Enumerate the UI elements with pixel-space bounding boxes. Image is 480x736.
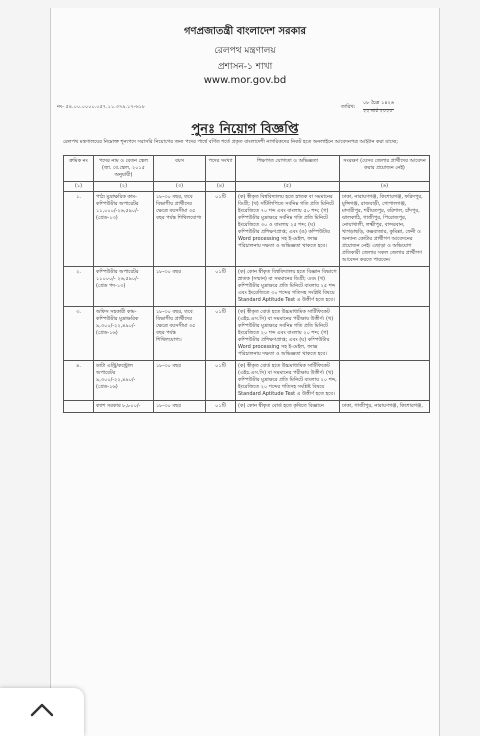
table-row (64, 267, 430, 307)
header-age: বয়স (154, 156, 206, 182)
row-post: পাঠ্য মুদ্রাক্ষরিক কাম-কম্পিউটার অপারেটর ১১,০০০/-২৬,৫৯০/- (গ্রেড-১৩) (94, 192, 154, 267)
row-quota (340, 267, 430, 307)
vacancy-table (63, 155, 430, 413)
row-post: ডাটা এন্ট্রি/কন্ট্রোল অপারেটর ৯,৩০০/-২২,৪৯০/- (গ্রেড-১৬) (94, 361, 154, 401)
row-count: ০১টি (206, 361, 236, 401)
row-quota (340, 307, 430, 361)
column-number: (২) (94, 182, 154, 192)
row-count: ০১টি (206, 307, 236, 361)
row-age: ১৮-৩০ বছর, তবে বিভাগীয় প্রার্থীদের ক্ষেত্রে বয়সসীমা ৩৫ বছর পর্যন্ত শিথিলযোগ্য। (154, 307, 206, 361)
header-post: পদের নাম ও বেতন স্কেল (জা. বে.স্কেল, ২০১৫ অনুযায়ী) (94, 156, 154, 182)
memo-number: নং- ৫৪.০০.০০০০.০৫৭.১১.৩৭৯.১৭-৬১৮ (57, 104, 146, 110)
scroll-up-button[interactable] (0, 688, 84, 736)
header-serial: ক্রমিক নং (64, 156, 94, 182)
column-number: (৬) (340, 182, 430, 192)
row-serial: ১. (64, 192, 94, 267)
date-label: তারিখ: (341, 104, 356, 110)
date-bangla: ০৮ চৈত্র ১৪২৬ (363, 100, 394, 110)
column-number: (৩) (154, 182, 206, 192)
row-quota: ঢাকা, নারায়ণগঞ্জ, কিশোরগঞ্জ, ফরিদপুর, মুন্সিগঞ্জ, রাজবাড়ী, গোপালগঞ্জ, মাদারীপুর, শরীয়তপুর, বরিশাল, চাঁদপুর, ঝালকাঠি, গাজীপুর, পিরোজপুর, নোয়াখালী, লক্ষ্মীপুর, বান্দরবান, খাগড়াছড়ি, কক্সবাজার, কুমিল্লা, ফেনী ও অন্যান্য কোটার প্রার্থীগণ আবেদনের প্রয়োজন নেই। এছাড়া ও অভিযোগ প্রতিকারী জেলার সকল জেলার প্রার্থীগণ আবেদন করতে পারবেন। (340, 192, 430, 267)
table-header-row (64, 156, 430, 182)
ministry-name: রেলপথ মন্ত্রণালয় (214, 46, 276, 56)
row-quota (340, 361, 430, 401)
column-number: (৪) (206, 182, 236, 192)
header-qualification: শিক্ষাগত যোগ্যতা ও অভিজ্ঞতা (236, 156, 340, 182)
row-count: ০১টি (206, 267, 236, 307)
column-number-row (64, 182, 430, 192)
row-post: কম্পিউটার অপারেটর ১১০০০/- ২৬,৫৯০/- (গ্রেড পদ-১৩) (94, 267, 154, 307)
row-qualification: (ক) স্বীকৃত বোর্ড হতে উচ্চমাধ্যমিক সার্টিফিকেট (এইচ.এস.সি) বা সমমানের পরীক্ষায় উত্তীর্ণ। (খ) কম্পিউটার মুদ্রাক্ষরে সর্বনিম্ন গতি প্রতি মিনিটে ইংরেজিতে ২০ শব্দ এবং বাংলায় ২০ শব্দ; (গ) কম্পিউটার প্রশিক্ষণপ্রাপ্ত; এবং (ঘ) কম্পিউটার Word processing সহ ই-মেইল, ফ্যাক্স পরিচালনায় দক্ষতা ও অভিজ্ঞতা থাকতে হবে। (236, 307, 340, 361)
notice-title: পুনঃ নিয়োগ বিজ্ঞপ্তি (191, 122, 299, 137)
notice-intro: রেলপথ মন্ত্রণালয়ের নিম্নোক্ত শূন্যপদে সরাসরি নিয়োগের জন্য পদের পার্শ্বে বর্ণিত শর্তে প্রকৃত বাংলাদেশী নাগরিকদের নিকট হতে অনলাইনে আবেদনপত্র আহ্বান করা যাচ্ছে: (63, 139, 399, 145)
header-quota: সংরক্ষণ (যেসব জেলার প্রার্থীদের আবেদন করার প্রয়োজন নেই) (340, 156, 430, 182)
row-qualification: (ক) স্বীকৃত বোর্ড হতে উচ্চমাধ্যমিক সার্টিফিকেট (এইচ.এস.সি) বা সমমানের পরীক্ষায় উত্তীর্ণ। (খ) কম্পিউটার মুদ্রাক্ষরে প্রতি মিনিটে বাংলায় ২০ শব্দ, ইংরেজিতে ২০ শব্দের গতিসহ সংশ্লিষ্ট বিষয়ে Standard Aptitude Test এ উত্তীর্ণ হতে হবে। (236, 361, 340, 401)
letterhead (51, 24, 439, 86)
row-post: ক্যাশ সরকার ৮,৮০০/- (94, 401, 154, 413)
row-age: ১৮-৩০ বছর (154, 361, 206, 401)
row-qualification: (ক) কোন স্বীকৃত বোর্ড হতে কৃষিতে বিজ্ঞানে (236, 401, 340, 413)
table-row (64, 401, 430, 413)
row-serial (64, 401, 94, 413)
government-title: গণপ্রজাতন্ত্রী বাংলাদেশ সরকার (184, 26, 306, 37)
column-number: (১) (64, 182, 94, 192)
chevron-up-icon (29, 702, 55, 718)
section-name: প্রশাসন-১ শাখা (217, 62, 273, 72)
table-row (64, 192, 430, 267)
row-serial: ২. (64, 267, 94, 307)
table-row (64, 361, 430, 401)
row-age: ১৮-৩০ বছর, তবে বিভাগীয় প্রার্থীদের ক্ষেত্রে বয়সসীমা ৩৫ বছর পর্যন্ত শিথিলযোগ্য (154, 192, 206, 267)
row-age: ১৮-৩০ বছর (154, 267, 206, 307)
row-post: অফিস সহকারী কাম-কম্পিউটার মুদ্রাক্ষরিক ৯,৩০০/-২২,৪৯০/- (গ্রেড-১৬) (94, 307, 154, 361)
row-serial: ৪. (64, 361, 94, 401)
row-qualification: (ক) কোন স্বীকৃত বিশ্ববিদ্যালয় হতে বিজ্ঞান বিভাগে স্নাতক (সম্মান) বা সমমানের ডিগ্রী; এবং (খ) কম্পিউটার মুদ্রাক্ষরে প্রতি মিনিটে বাংলায় ২৫ শব্দ এবং ইংরেজিতে ৩০ শব্দের গতিসহ সংশ্লিষ্ট বিষয়ে Standard Aptitude Test এ উত্তীর্ণ হতে হবে। (236, 267, 340, 307)
header-count: পদের সংখ্যা (206, 156, 236, 182)
row-qualification: (ক) স্বীকৃত বিশ্ববিদ্যালয় হতে স্নাতক বা সমমানের ডিগ্রী; (খ) সাঁটলিপিতে সর্বনিম্ন গতি প্রতি মিনিটে ইংরেজিতে ৭০ শব্দ এবং বাংলায় ৫০ শব্দ; (গ) কম্পিউটার মুদ্রাক্ষরে সর্বনিম্ন গতি প্রতি মিনিটে ইংরেজিতে ৩০ ও বাংলায় ২৫ শব্দ; (ঘ) কম্পিউটার প্রশিক্ষণপ্রাপ্ত; এবং (ঙ) কম্পিউটার Word processing সহ ই-মেইল, ফ্যাক্স পরিচালনায় দক্ষতা ও অভিজ্ঞতা থাকতে হবে। (236, 192, 340, 267)
website-url: www.mor.gov.bd (203, 75, 287, 86)
table-row (64, 307, 430, 361)
notice-document (50, 8, 440, 736)
row-age: ১৮-৩০ বছর (154, 401, 206, 413)
column-number: (৫) (236, 182, 340, 192)
row-serial: ৩. (64, 307, 94, 361)
row-count: ০১টি (206, 192, 236, 267)
row-quota: ঢাকা, গাজীপুর, নারায়ণগঞ্জ, কিশোরগঞ্জ, (340, 401, 430, 413)
row-count: ০১টি (206, 401, 236, 413)
date-english: ২২ মার্চ ২০২০ (363, 108, 393, 114)
